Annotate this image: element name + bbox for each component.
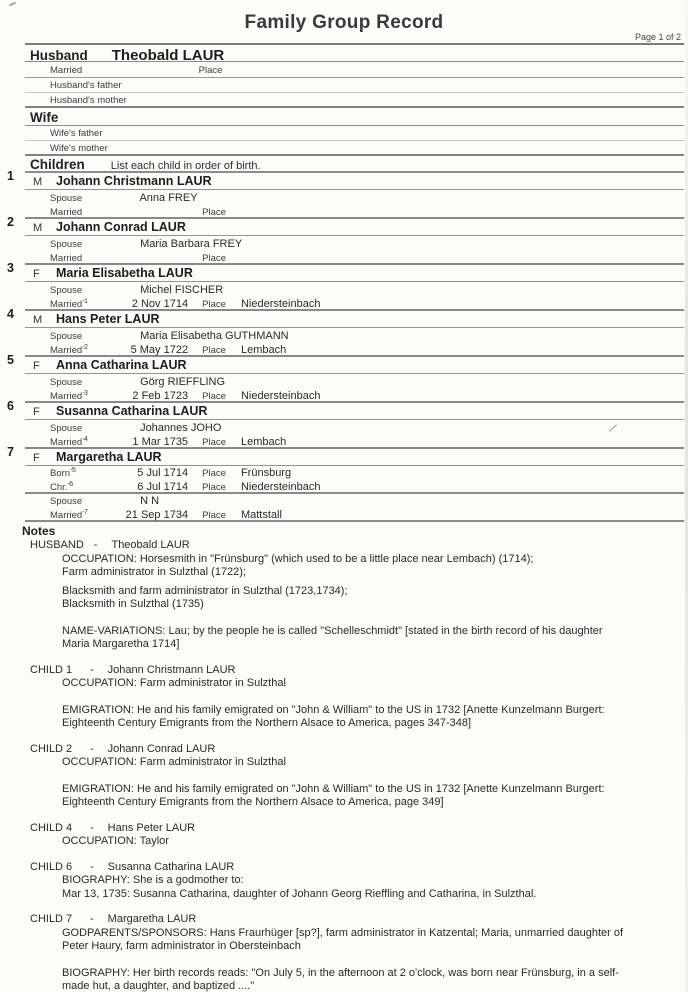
note-line: made hut, a daughter, and baptized ...." [62, 980, 255, 992]
christened-date: 6 Jul 1714 [137, 481, 189, 493]
child-block-4 [7, 307, 684, 357]
wife-label: Wife [30, 110, 59, 125]
married-label: Married [50, 253, 83, 264]
note-line: GODPARENTS/SPONSORS: Hans Fraurhüger [sp?], farm administrator in Katzental; Maria, unmarried daughter of [62, 926, 624, 939]
child-spouse-row [25, 420, 684, 435]
note-paragraph [62, 967, 678, 992]
note-paragraph [62, 704, 678, 731]
married-date: 2 Nov 1714 [131, 298, 189, 310]
child-spouse-row [25, 190, 684, 205]
married-place: Lembach [240, 344, 287, 356]
child-name: Johann Christmann LAUR [56, 174, 212, 188]
child-number: 7 [7, 445, 14, 459]
child-married-row [25, 435, 684, 449]
place-label: Place [202, 253, 226, 264]
note-person-name: Johann Conrad LAUR [107, 742, 216, 755]
note-keyword: HUSBAND [30, 539, 84, 551]
child-name: Susanna Catharina LAUR [56, 404, 208, 418]
note-paragraph [62, 553, 678, 580]
spouse-name: Michel FISCHER [140, 284, 224, 296]
note-person-name: Margaretha LAUR [107, 913, 197, 925]
place-label: Place [202, 207, 226, 218]
children-instruction: List each child in order of birth. [110, 160, 261, 172]
married-label: Married$^{-3}$ [50, 390, 88, 402]
child-name: Margaretha LAUR [56, 450, 162, 464]
spouse-label: Spouse [50, 331, 83, 342]
child-header [7, 261, 684, 282]
child-sex: M [33, 314, 43, 326]
child-married-row [25, 343, 684, 357]
child-sex: F [33, 268, 40, 280]
child-christened-row [25, 480, 684, 494]
note-line: OCCUPATION: Farm administrator in Sulzthal [62, 756, 286, 768]
born-date: 5 Jul 1714 [137, 467, 189, 479]
note-line: Blacksmith and farm administrator in Sulzthal (1723,1734); [62, 584, 348, 597]
note-person-name: Hans Peter LAUR [107, 821, 196, 834]
source-citation-superscript: -6 [67, 481, 73, 488]
child-sex: F [33, 360, 40, 372]
children-label: Children [30, 157, 85, 172]
note-line: EMIGRATION: He and his family emigrated on "John & William" to the US in 1732 [Anette Kunzelmann Burgert: [62, 782, 605, 795]
child-name: Anna Catharina LAUR [56, 358, 187, 372]
husband-mother-row [25, 93, 684, 108]
scan-artifact-pen-mark: ⁄ [610, 422, 616, 435]
notes-title: Notes [22, 524, 56, 538]
note-person-name: Theobald LAUR [111, 539, 190, 551]
note-entry-header [30, 743, 678, 757]
child-married-row [25, 205, 684, 219]
note-paragraph [62, 756, 678, 770]
child-block-2 [7, 215, 684, 265]
child-block-6 [7, 399, 684, 449]
spouse-name: Anna FREY [139, 192, 198, 204]
born-label: Born$^{-5}$ [50, 467, 76, 479]
source-citation-superscript: -2 [82, 344, 88, 351]
child-header [7, 307, 684, 328]
child-number: 4 [7, 307, 14, 321]
husband-label: Husband [30, 48, 88, 63]
child-header [7, 399, 684, 420]
note-paragraph [62, 625, 678, 652]
note-entry-child-6 [22, 861, 678, 902]
page-number: Page 1 of 2 [634, 32, 681, 42]
child-name: Maria Elisabetha LAUR [56, 266, 193, 280]
place-label: Place [198, 65, 223, 76]
note-entry-husband [22, 539, 678, 652]
married-place: Lembach [240, 436, 287, 448]
child-sex: F [33, 452, 40, 464]
source-citation-superscript: -3 [82, 390, 88, 397]
note-line: NAME-VARIATIONS: Lau; by the people he is called "Schelleschmidt" [stated in the birth record of his daughter [62, 624, 603, 637]
note-line: Eighteenth Century Emigrants from the Northern Alsace to America, page 349] [62, 796, 444, 808]
spouse-label: Spouse [50, 239, 83, 250]
note-dash: - [90, 742, 94, 755]
child-header [7, 215, 684, 236]
place-label: Place [202, 437, 226, 448]
married-date: 5 May 1722 [130, 344, 189, 356]
married-date: 21 Sep 1734 [125, 509, 189, 521]
note-paragraph [62, 835, 678, 849]
place-label: Place [202, 345, 226, 356]
spouse-name: Johannes JOHO [140, 422, 222, 434]
note-dash: - [90, 860, 94, 873]
spouse-name: Maria Barbara FREY [140, 238, 243, 250]
child-name: Johann Conrad LAUR [56, 220, 186, 234]
child-married-row [25, 251, 684, 265]
form-body [7, 43, 684, 522]
spouse-label: Spouse [50, 285, 83, 296]
note-paragraph [62, 677, 678, 691]
note-paragraph [62, 783, 678, 810]
child-spouse-row [25, 494, 684, 508]
married-label: Married$^{-2}$ [50, 344, 88, 356]
note-line: Mar 13, 1735: Susanna Catharina, daughter of Johann Georg Rieffling and Catharina, in Sulzthal. [62, 887, 537, 900]
spouse-label: Spouse [50, 496, 83, 507]
note-entry-header [30, 539, 678, 553]
note-dash: - [93, 539, 98, 551]
married-label: Married$^{-4}$ [50, 436, 88, 448]
note-line: EMIGRATION: He and his family emigrated on "John & William" to the US in 1732 [Anette Kunzelmann Burgert: [62, 703, 605, 716]
married-label: Married$^{-7}$ [50, 509, 88, 521]
spouse-name: N N [140, 495, 160, 507]
source-citation-superscript: -1 [82, 298, 88, 305]
christened-label: Chr.$^{-6}$ [50, 481, 73, 493]
child-spouse-row [25, 236, 684, 251]
child-number: 3 [7, 261, 14, 275]
child-block-3 [7, 261, 684, 311]
note-keyword: CHILD 2 [30, 742, 73, 755]
child-block-7 [7, 445, 684, 522]
note-entry-header [30, 861, 678, 875]
source-citation-superscript: -5 [70, 467, 76, 474]
place-label: Place [202, 510, 226, 521]
spouse-label: Spouse [50, 193, 83, 204]
married-date: 2 Feb 1723 [132, 390, 189, 402]
note-entry-child-1 [22, 664, 678, 731]
wife-section-header [25, 108, 684, 126]
note-entry-child-7 [22, 913, 678, 992]
note-line: Farm administrator in Sulzthal (1722); [62, 566, 247, 578]
wife-mother-row [25, 141, 684, 156]
child-born-row [25, 466, 684, 480]
husband-married-row [25, 62, 684, 78]
spouse-name: Maria Elisabetha GUTHMANN [140, 330, 289, 342]
married-label: Married [50, 65, 83, 76]
child-married-row [25, 389, 684, 403]
husband-name: Theobald LAUR [111, 47, 225, 64]
child-sex: M [33, 176, 43, 188]
child-sex: F [33, 406, 40, 418]
note-line: OCCUPATION: Taylor [62, 835, 169, 847]
source-citation-superscript: -7 [82, 509, 88, 516]
note-keyword: CHILD 7 [30, 913, 73, 925]
spouse-label: Spouse [50, 423, 83, 434]
note-keyword: CHILD 1 [30, 663, 73, 676]
married-label: Married [50, 207, 83, 218]
note-line: BIOGRAPHY: Her birth records reads: "On July 5, in the afternoon at 2 o'clock, was born near Frünsburg, in a self- [62, 966, 619, 979]
children-section-header [25, 156, 684, 173]
note-line: Eighteenth Century Emigrants from the Northern Alsace to America, pages 347-348] [62, 717, 472, 729]
married-place: Niedersteinbach [240, 298, 321, 310]
note-dash: - [90, 913, 94, 925]
child-block-5 [7, 353, 684, 403]
child-header [7, 353, 684, 374]
born-place: Frünsburg [240, 467, 292, 479]
note-entry-header [30, 822, 678, 836]
place-label: Place [202, 468, 226, 479]
child-number: 6 [7, 399, 14, 413]
married-label: Married$^{-1}$ [50, 298, 88, 310]
note-entry-header [30, 664, 678, 678]
married-place: Mattstall [240, 509, 282, 521]
wife-father-row [25, 126, 684, 141]
page-title: Family Group Record [244, 12, 444, 33]
married-place: Niedersteinbach [240, 390, 321, 402]
married-date: 1 Mar 1735 [132, 436, 189, 448]
note-entry-child-2 [22, 743, 678, 810]
source-citation-superscript: -4 [82, 436, 88, 443]
husband-mother-label: Husband's mother [50, 95, 127, 106]
note-line: Maria Margaretha 1714] [62, 638, 180, 650]
page-header [0, 0, 688, 43]
wife-mother-label: Wife's mother [50, 143, 108, 154]
child-spouse-row [25, 374, 684, 389]
child-header [7, 169, 684, 190]
child-number: 5 [7, 353, 14, 367]
spouse-label: Spouse [50, 377, 83, 388]
child-spouse-row [25, 328, 684, 343]
note-person-name: Johann Christmann LAUR [107, 663, 236, 676]
place-label: Place [202, 391, 226, 402]
child-number: 1 [7, 169, 14, 183]
note-line: OCCUPATION: Farm administrator in Sulzthal [62, 677, 286, 689]
note-entry-header [30, 913, 678, 927]
wife-father-label: Wife's father [50, 128, 103, 139]
child-header [7, 445, 684, 466]
christened-place: Niedersteinbach [240, 481, 321, 493]
note-dash: - [90, 663, 94, 676]
note-paragraph [62, 874, 678, 901]
child-name: Hans Peter LAUR [56, 312, 160, 326]
child-married-row [25, 297, 684, 311]
note-keyword: CHILD 6 [30, 860, 73, 873]
husband-father-label: Husband's father [50, 80, 122, 91]
note-line: OCCUPATION: Horsesmith in "Frünsburg" (which used to be a little place near Lembach) (1714); [62, 552, 534, 565]
child-block-1 [7, 169, 684, 219]
note-person-name: Susanna Catharina LAUR [107, 860, 235, 873]
place-label: Place [202, 482, 226, 493]
child-sex: M [33, 222, 43, 234]
note-paragraph [62, 927, 678, 954]
note-line: Peter Haury, farm administrator in Obersteinbach [62, 940, 301, 952]
husband-father-row [25, 78, 684, 93]
child-number: 2 [7, 215, 14, 229]
child-married-row [25, 508, 684, 522]
note-line: BIOGRAPHY: She is a godmother to: [62, 874, 244, 886]
child-spouse-row [25, 282, 684, 297]
notes-section [0, 522, 688, 992]
note-paragraph [62, 585, 678, 612]
note-dash: - [90, 821, 94, 834]
husband-section-header [25, 43, 684, 62]
spouse-name: Görg RIEFFLING [140, 376, 226, 388]
place-label: Place [202, 299, 226, 310]
note-keyword: CHILD 4 [30, 821, 73, 834]
note-entry-child-4 [22, 822, 678, 849]
note-line: Blacksmith in Sulzthal (1735) [62, 598, 204, 610]
